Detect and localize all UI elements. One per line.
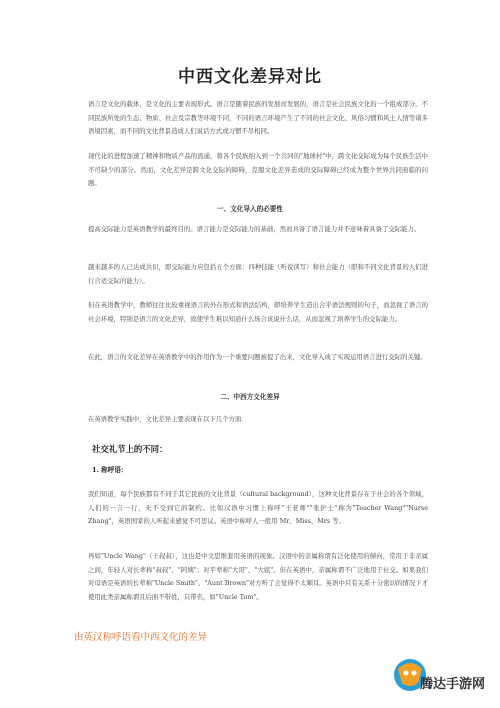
section-heading-1: 一、文化导入的必要性 <box>217 205 283 213</box>
document-title: 中西文化差异对比 <box>178 67 322 87</box>
paragraph-communication-goal: 提高交际能力是英语教学的最终目的。语言能力是交际能力的基础，然而具备了语言能力并不意味着具备了交际能力。 <box>88 225 421 233</box>
paragraph-intro: 语言是文化的载体，是文化的主要表现形式。语言是随着民族的发展而发展的，语言是社会民族文化的一个组成部分。不同民族所处的生态、物质、社会及宗教等环境不同，不同的语言环境产生了不同的社会文化、风俗习惯和风土人情等诸多语境因素，而不同的文化背景造成人们说话方式或习惯不尽相同。 <box>88 100 428 135</box>
related-article-link[interactable]: 由英汉称呼语看中西文化的差异 <box>74 632 208 643</box>
paragraph-consensus: 越来越多的人已达成共识，即交际能力应包括五个方面：四种技能（听说读写）和社会能力（即和不同文化背景的人们进行合适交际的能力）。 <box>88 263 428 285</box>
paragraph-cultural-background: 我们知道，每个民族都有不同于其它民族的文化背景（cultural background），这种文化背景存在于社会的各个领域，人们的一言一行，无不受到它的制约。比如汉语中习惯上称呼"王老师""张护士"称为"Teacher Wang""Nurse Zhang"，英语国家的人听起来感觉不可思议。英语中称呼人一般用 Mr、Miss、Mrs 等。 <box>88 490 428 525</box>
paragraph-uncle-wang: 再如"Uncle Wang"（王叔叔），这也是中文思维套用英语的现象。汉语中的亲属称谓有泛化使用的倾向，常用于非亲属之间，年轻人对长辈称"叔叔"、"阿姨"；对平辈称"大哥"、"大姐"。但在英语中，亲属称谓不广泛地用于社交。如果我们对母语是英语的长辈称"Uncle Smith"、"Aunt Brown"对方听了会觉得不太顺耳。英语中只有关系十分密切的情况下才使用此类亲属称谓且后面不带姓，只带名，如"Uncle Tom"。 <box>88 552 428 601</box>
section-heading-2: 二、中西方文化差异 <box>220 393 280 401</box>
subheading-address-terms: 1. 称呼语： <box>92 466 128 474</box>
subheading-social-etiquette: 社交礼节上的不同： <box>92 444 168 454</box>
paragraph-modernization: 现代化的进程加速了精神和物质产品的流通，将各个民族纳入到一个共同的"地球村"中，跨文化交际成为每个民族生活中不可缺少的部分。然而，文化差异是跨文化交际的障碍，克服文化差异造成的交际障碍已经成为整个世界共同面临的问题。 <box>88 152 428 187</box>
paragraph-differences-intro: 在英语教学实践中，文化差异主要表现在以下几个方面： <box>88 415 248 423</box>
watermark-text: 腾达手游网 <box>420 677 486 692</box>
paragraph-teaching: 但在英语教学中，教师往往比较重视语言的外在形式和语法结构，即培养学生造出合乎语法规则的句子，而忽视了语言的社会环境，特别是语言的文化差异，致使学生难以知道什么场合该说什么话，从而忽视了培养学生的交际能力。 <box>88 301 428 323</box>
paragraph-culture-import: 在此，语言的文化差异在英语教学中的作用作为一个重要问题被提了出来，文化导入成了实现运用语言进行交际的关键。 <box>88 353 427 361</box>
